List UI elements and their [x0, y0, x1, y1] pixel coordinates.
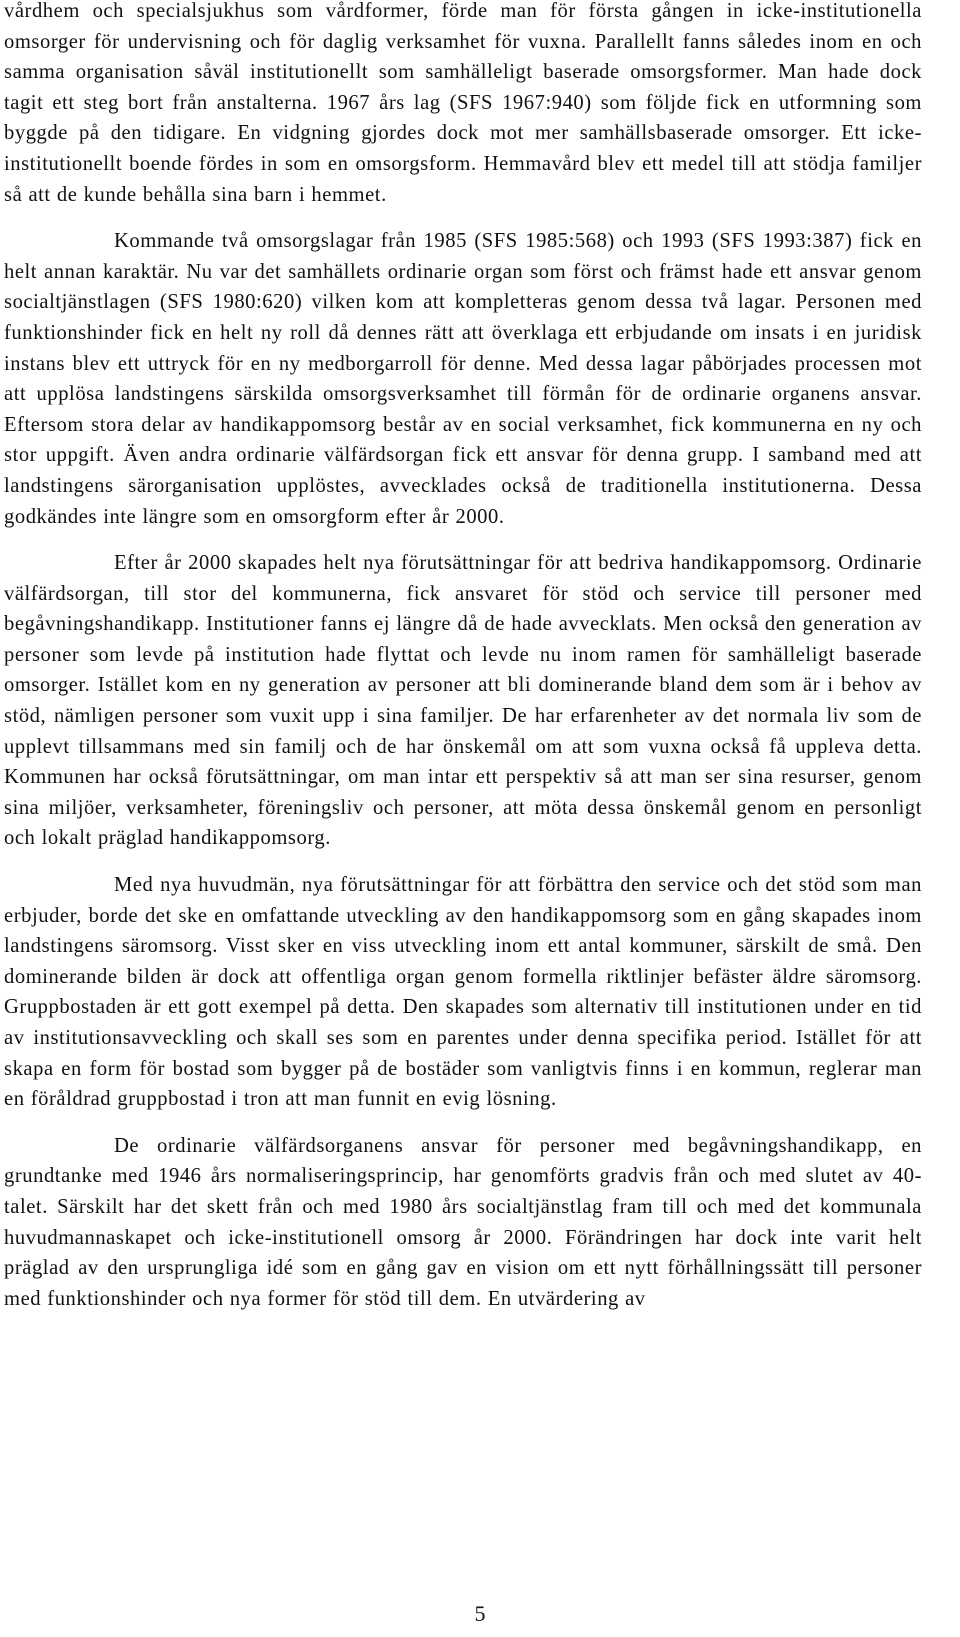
paragraph-3: Efter år 2000 skapades helt nya förutsättningar för att bedriva handikappomsorg. Ordinarie välfärdsorgan, till stor del kommunerna, fick ansvaret för stöd och service till personer med begåvningshandikapp. Institutioner fanns ej längre då de hade avvecklats. Men också den generation av personer som levde på institution hade flyttat och levde nu inom ramen för samhälleligt baserade omsorger. Istället kom en ny generation av personer att bli dominerande bland dem som är i behov av stöd, nämligen personer som vuxit upp i sina familjer. De har erfarenheter av det normala liv som de upplevt tillsammans med sin familj och de har önskemål om att som vuxna också få uppleva detta. Kommunen har också förutsättningar, om man intar ett perspektiv så att man ser sina resurser, genom sina miljöer, verksamheter, föreningsliv och personer, att möta dessa önskemål genom en personligt och lokalt präglad handikappomsorg. [4, 552, 922, 850]
page-number: 5 [474, 1601, 486, 1626]
paragraph-2: Kommande två omsorgslagar från 1985 (SFS 1985:568) och 1993 (SFS 1993:387) fick en helt annan karaktär. Nu var det samhällets ordinarie organ som först och främst hade ett ansvar genom socialtjänstlagen (SFS 1980:620) vilken kom att kompletteras genom dessa två lagar. Personen med funktionshinder fick en helt ny roll då dennes rätt att överklaga ett erbjudande om insats i en juridisk instans blev ett uttryck för en ny medborgarroll för denne. Med dessa lagar påbörjades processen mot att upplösa landstingens särskilda omsorgsverksamhet till förmån för de ordinarie organens ansvar. Eftersom stora delar av handikappomsorg består av en social verksamhet, fick kommunerna en ny och stor uppgift. Även andra ordinarie välfärdsorgan fick ett ansvar för denna grupp. I samband med att landstingens särorganisation upplöstes, avvecklades också de traditionella institutionerna. Dessa godkändes inte längre som en omsorgform efter år 2000. [4, 230, 922, 528]
document-body [4, 0, 922, 1314]
paragraph-4: Med nya huvudmän, nya förutsättningar för att förbättra den service och det stöd som man erbjuder, borde det ske en omfattande utveckling av den handikappomsorg som en gång skapades inom landstingens säromsorg. Visst sker en viss utveckling inom ett antal kommuner, särskilt de små. Den dominerande bilden är dock att offentliga organ genom formella riktlinjer befäster äldre säromsorg. Gruppbostaden är ett gott exempel på detta. Den skapades som alternativ till institutionen under en tid av institutionsavveckling och skall ses som en parentes under denna specifika period. Istället för att skapa en form för bostad som bygger på de bostäder som vanligtvis finns i en kommun, reglerar man en föråldrad gruppbostad i tron att man funnit en evig lösning. [4, 874, 922, 1111]
paragraph-5: De ordinarie välfärdsorganens ansvar för personer med begåvningshandikapp, en grundtanke med 1946 års normaliseringsprincip, har genomförts gradvis från och med slutet av 40-talet. Särskilt har det skett från och med 1980 års socialtjänstlag fram till och med det kommunala huvudmannaskapet och icke-institutionell omsorg år 2000. Förändringen har dock inte varit helt präglad av den ursprungliga idé som en gång gav en vision om ett nytt förhållningssätt till personer med funktionshinder och nya former för stöd till dem. En utvärdering av [4, 1134, 922, 1310]
paragraph-1: vårdhem och specialsjukhus som vårdformer, förde man för första gången in icke-institutionella omsorger för undervisning och för daglig verksamhet för vuxna. Parallellt fanns således inom en och samma organisation såväl institutionellt som samhälleligt baserade omsorgsformer. Man hade dock tagit ett steg bort från anstalterna. 1967 års lag (SFS 1967:940) som följde fick en utformning som byggde på den tidigare. En vidgning gjordes dock mot mer samhällsbaserade omsorger. Ett icke-institutionellt boende fördes in som en omsorgsform. Hemmavård blev ett medel till att stödja familjer så att de kunde behålla sina barn i hemmet. [4, 0, 922, 206]
